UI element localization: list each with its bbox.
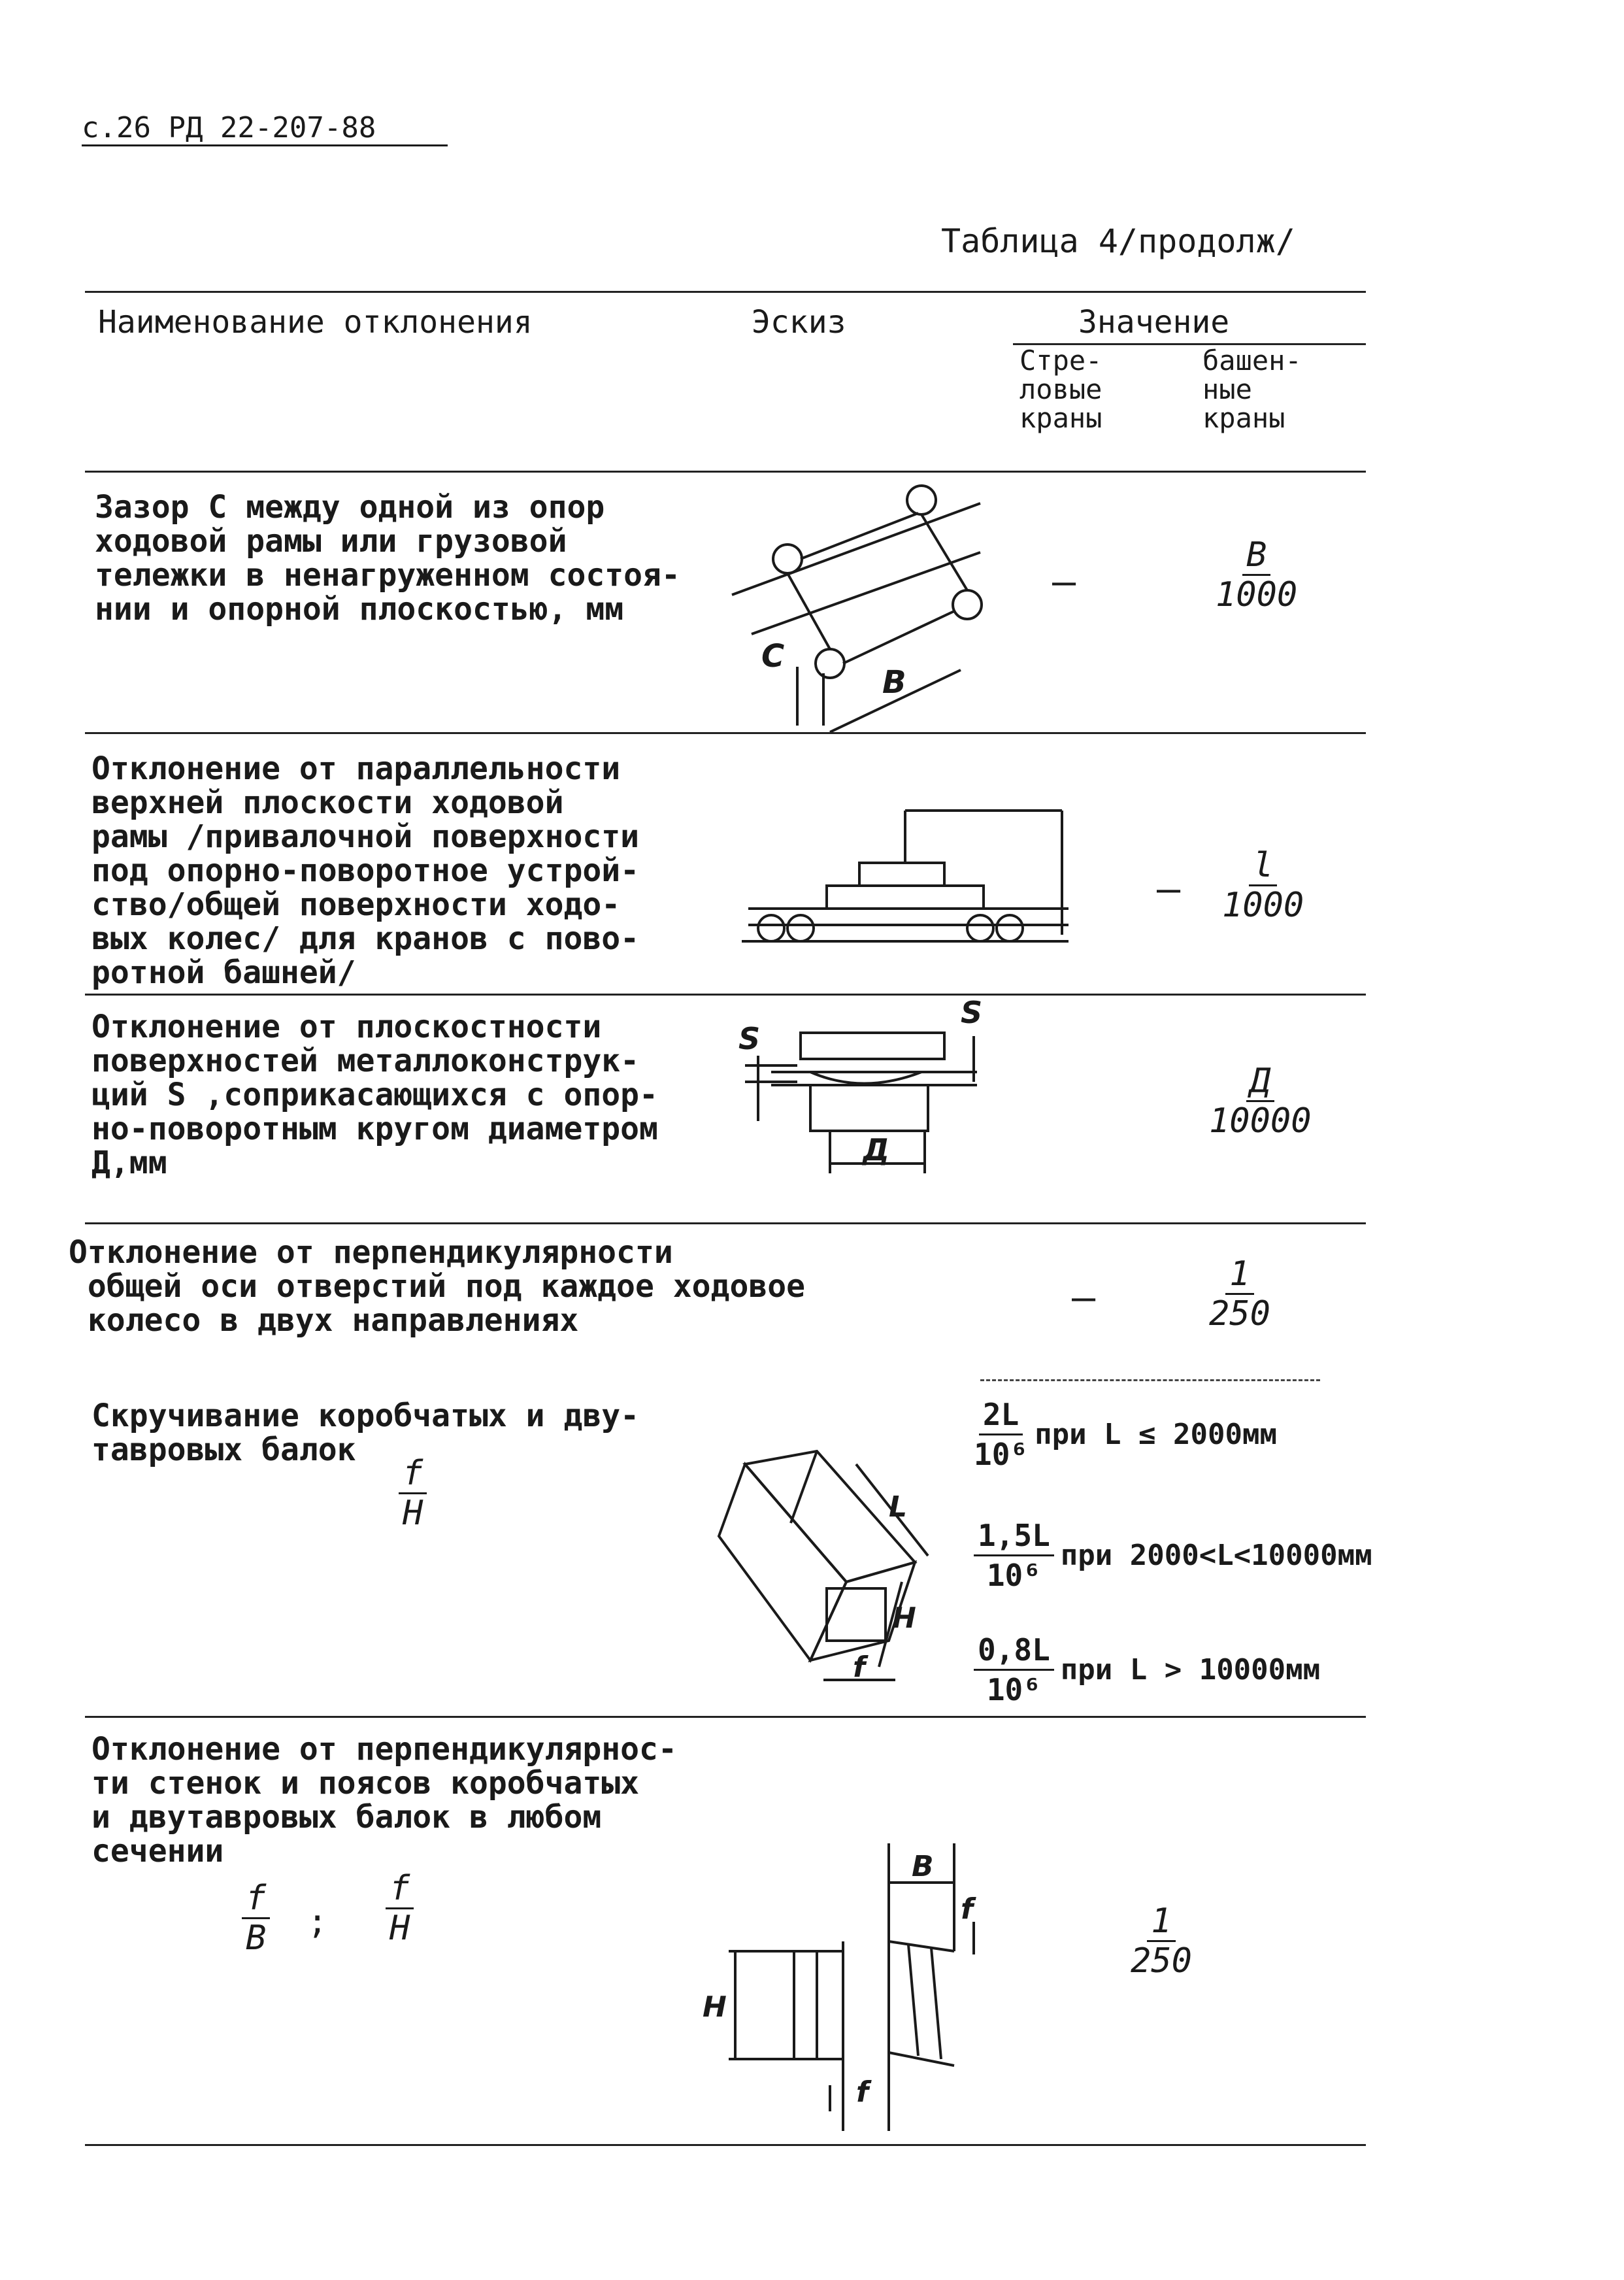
header-bottom-rule: [85, 471, 1366, 473]
row-5-formula-1-denominator: 10⁶: [974, 1437, 1029, 1472]
row-5-sketch-label-f: f: [853, 1651, 866, 1684]
table-top-rule: [85, 291, 1366, 293]
row-1-tower-value: [1216, 536, 1297, 614]
row-1-bottom-rule: [85, 732, 1366, 734]
row-5-formula-1: [974, 1396, 1277, 1473]
row-4-tower-value: [1209, 1255, 1270, 1333]
column-header-tower-cranes: башен- ные краны: [1202, 344, 1302, 434]
row-6-ratio-1-numerator: f: [242, 1879, 270, 1919]
row-6-name: Отклонение от перпендикулярнос- ти стенок и поясов коробчатых и двутавровых балок в любом сечении: [91, 1731, 677, 1869]
row-2-sketch: [742, 804, 1082, 954]
row-5-sketch: [693, 1412, 967, 1713]
row-5-formula-2: [974, 1517, 1372, 1594]
row-5-formula-2-condition: при 2000<L<10000мм: [1060, 1539, 1372, 1572]
row-1-name: Зазор С между одной из опор ходовой рамы или грузовой тележки в ненагруженном состоя- нии и опорной плоскостью, мм: [95, 489, 680, 628]
row-6-tower-denominator: 250: [1131, 1941, 1192, 1981]
row-5-formula-3-numerator: 0,8L: [974, 1631, 1054, 1671]
page-reference: с.26 РД 22-207-88: [82, 111, 448, 146]
row-5-formula-2-numerator: 1,5L: [974, 1517, 1054, 1556]
row-5-formula-1-condition: при L ≤ 2000мм: [1035, 1418, 1277, 1451]
column-header-boom-cranes: Стре- ловые краны: [1019, 344, 1102, 434]
row-1-tower-denominator: 1000: [1216, 575, 1298, 614]
row-4-boom-value: —: [1072, 1275, 1096, 1320]
row-1-boom-value: —: [1052, 559, 1076, 605]
row-3-sketch-label-d: Д: [863, 1132, 889, 1167]
row-6-tower-value: [1131, 1902, 1192, 1980]
row-3-name: Отклонение от плоскостности поверхностей металлоконструк- ций S ,соприкасающихся с опор- но-поворотным кругом диаметром Д,мм: [91, 1009, 658, 1181]
row-5-bottom-rule: [85, 1716, 1366, 1718]
row-5-name: Скручивание коробчатых и дву- тавровых балок: [91, 1398, 640, 1468]
row-6-ratio-2-numerator: f: [386, 1869, 414, 1909]
row-5-formula-3-denominator: 10⁶: [986, 1672, 1041, 1707]
row-5-sketch-label-h: H: [892, 1601, 916, 1635]
row-5-formula-3-condition: при L > 10000мм: [1060, 1653, 1321, 1686]
table-caption: Таблица 4/продолж/: [941, 222, 1295, 260]
row-1-tower-numerator: B: [1242, 536, 1270, 576]
row-5-formula-1-numerator: 2L: [979, 1396, 1023, 1435]
row-2-name: Отклонение от параллельности верхней плоскости ходовой рамы /привалочной поверхности под опорно-поворотное устрой- ство/общей поверхности ходо- вых колес/ для кранов с пово- ротной башней/: [91, 750, 640, 991]
row-6-ratio-separator: ;: [307, 1902, 328, 1941]
row-5-ratio-denominator: H: [403, 1494, 423, 1533]
row-1-sketch-label-b: B: [882, 664, 906, 701]
row-1-sketch: [719, 477, 993, 739]
row-6-ratio-1: [242, 1879, 270, 1957]
row-2-tower-denominator: 1000: [1222, 886, 1304, 925]
row-6-tower-numerator: 1: [1147, 1902, 1175, 1942]
row-3-sketch: [725, 995, 1000, 1180]
column-header-sketch: Эскиз: [752, 304, 846, 341]
row-6-sketch-label-b: B: [912, 1850, 934, 1883]
row-4-tower-denominator: 250: [1209, 1294, 1270, 1333]
row-6-sketch-label-f2: f: [856, 2075, 869, 2109]
row-2-boom-value: —: [1157, 866, 1181, 912]
row-2-tower-numerator: l: [1249, 847, 1277, 886]
column-header-name: Наименование отклонения: [98, 304, 533, 341]
row-3-sketch-label-s1: S: [738, 1021, 761, 1056]
row-6-sketch: [693, 1824, 1033, 2138]
row-5-formula-2-denominator: 10⁶: [986, 1558, 1041, 1593]
row-4-bottom-rule: [980, 1379, 1320, 1381]
row-5-sketch-label-l: L: [889, 1490, 908, 1524]
row-3-tower-value: [1209, 1062, 1312, 1140]
row-1-sketch-label-c: C: [761, 638, 785, 675]
row-5-ratio-numerator: f: [399, 1454, 427, 1494]
row-6-sketch-label-f1: f: [961, 1892, 974, 1926]
row-3-bottom-rule: [85, 1222, 1366, 1224]
row-4-tower-numerator: 1: [1225, 1255, 1253, 1295]
row-6-ratio-2: [386, 1869, 414, 1947]
column-header-value: Значение: [1078, 304, 1230, 341]
row-4-name: Отклонение от перпендикулярности общей оси отверстий под каждое ходовое колесо в двух направлениях: [69, 1234, 806, 1339]
row-3-tower-numerator: Д: [1246, 1062, 1274, 1102]
row-2-tower-value: [1222, 847, 1304, 924]
row-3-sketch-label-s2: S: [961, 995, 983, 1030]
row-5-ratio: [399, 1454, 427, 1532]
row-5-formula-3: [974, 1631, 1320, 1709]
row-2-bottom-rule: [85, 994, 1366, 996]
row-6-sketch-label-h: H: [703, 1990, 727, 2024]
row-6-ratio-2-denominator: H: [389, 1909, 410, 1948]
table-bottom-rule: [85, 2144, 1366, 2146]
row-6-ratio-1-denominator: B: [246, 1919, 267, 1958]
row-3-tower-denominator: 10000: [1209, 1101, 1312, 1141]
